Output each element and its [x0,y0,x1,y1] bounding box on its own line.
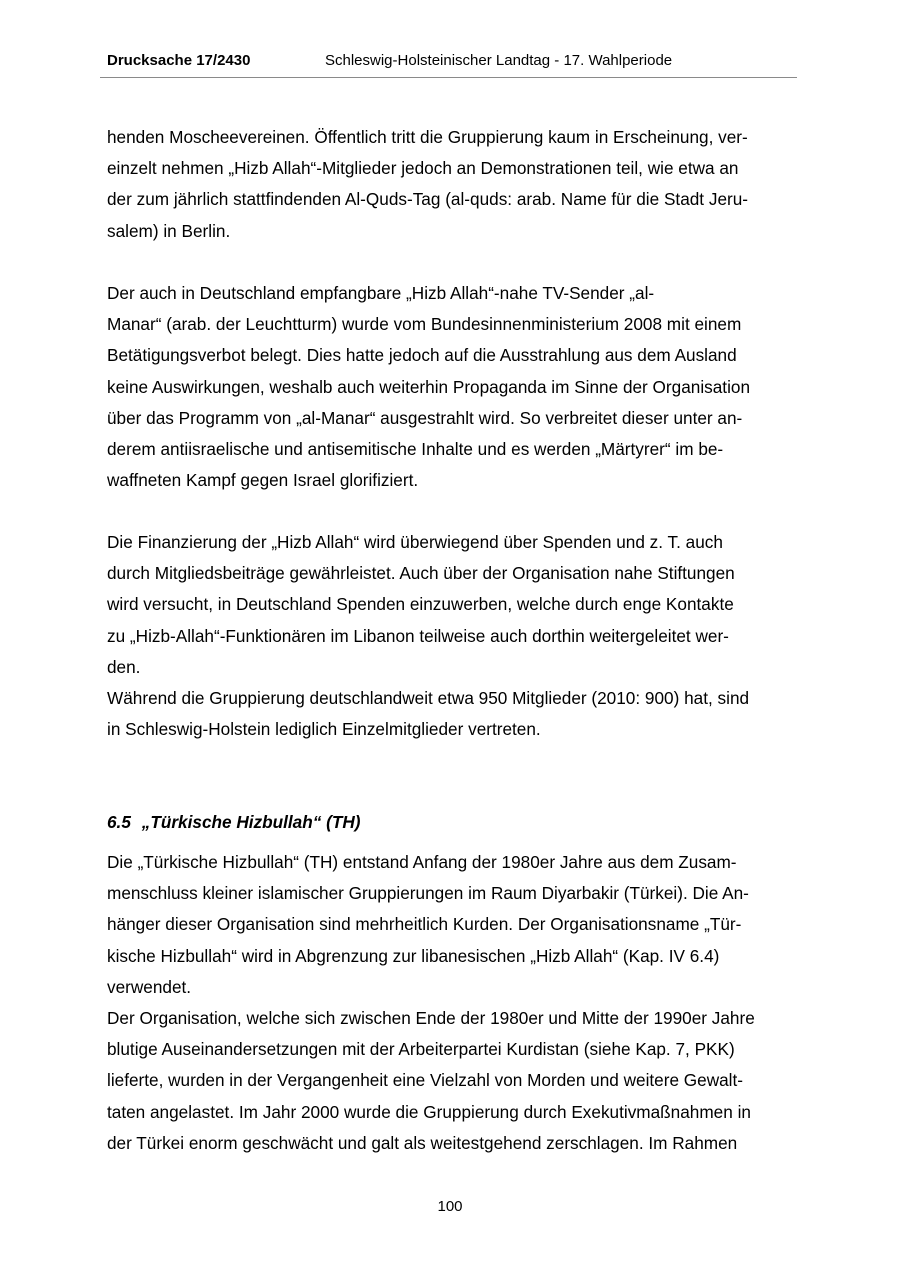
text-line: in Schleswig-Holstein lediglich Einzelmitglieder vertreten. [107,719,541,740]
text-line: taten angelastet. Im Jahr 2000 wurde die Gruppierung durch Exekutivmaßnahmen in [107,1101,751,1122]
text-line: keine Auswirkungen, weshalb auch weiterhin Propaganda im Sinne der Organisation [107,376,751,397]
text-line: der zum jährlich stattfindenden Al-Quds-Tag (al-quds: arab. Name für die Stadt Jeru- [107,189,749,210]
paragraph-al-manar [107,278,797,496]
text-line: wird versucht, in Deutschland Spenden einzuwerben, welche durch enge Kontakte [107,594,734,615]
paragraph-tuerkische-hizbullah [107,847,797,1159]
page-number: 100 [437,1198,463,1215]
text-line: salem) in Berlin. [107,220,231,241]
section-title: „Türkische Hizbullah“ (TH) [141,812,361,832]
text-line: Der Organisation, welche sich zwischen Ende der 1980er und Mitte der 1990er Jahre [107,1008,755,1029]
paragraph-finanzierung [107,527,797,745]
text-line: einzelt nehmen „Hizb Allah“-Mitglieder jedoch an Demonstrationen teil, wie etwa an [107,158,739,179]
text-line: menschluss kleiner islamischer Gruppierungen im Raum Diyarbakir (Türkei). Die An- [107,883,749,904]
text-line: über das Programm von „al-Manar“ ausgestrahlt wird. So verbreitet dieser unter an- [107,407,743,428]
text-line: lieferte, wurden in der Vergangenheit eine Vielzahl von Morden und weitere Gewalt- [107,1070,744,1091]
paragraph-moscheevereine [107,122,797,247]
text-line: waffneten Kampf gegen Israel glorifiziert. [107,470,419,491]
document-title: Schleswig-Holsteinischer Landtag - 17. Wahlperiode [325,52,673,69]
page-header [100,52,797,78]
text-line: verwendet. [107,976,192,997]
text-line: henden Moscheevereinen. Öffentlich tritt die Gruppierung kaum in Erscheinung, ver- [107,127,748,147]
text-line: zu „Hizb-Allah“-Funktionären im Libanon teilweise auch dorthin weitergeleitet wer- [107,625,729,646]
text-line: derem antiisraelische und antisemitische Inhalte und es werden „Märtyrer“ im be- [107,439,724,460]
text-line: durch Mitgliedsbeiträge gewährleistet. Auch über der Organisation nahe Stiftungen [107,563,735,584]
text-line: Betätigungsverbot belegt. Dies hatte jedoch auf die Ausstrahlung aus dem Ausland [107,345,737,366]
document-number: Drucksache 17/2430 [107,52,251,69]
text-line: Manar“ (arab. der Leuchtturm) wurde vom Bundesinnenministerium 2008 mit einem [107,314,742,335]
section-heading [107,812,360,833]
text-line: kische Hizbullah“ wird in Abgrenzung zur libanesischen „Hizb Allah“ (Kap. IV 6.4) [107,945,720,966]
section-number: 6.5 [107,812,131,832]
text-line: der Türkei enorm geschwächt und galt als weitestgehend zerschlagen. Im Rahmen [107,1132,738,1153]
text-line: Die Finanzierung der „Hizb Allah“ wird überwiegend über Spenden und z. T. auch [107,532,723,552]
text-line: Der auch in Deutschland empfangbare „Hizb Allah“-nahe TV-Sender „al- [107,283,655,303]
text-line: den. [107,656,141,677]
text-line: hänger dieser Organisation sind mehrheitlich Kurden. Der Organisationsname „Tür- [107,914,742,935]
text-line: blutige Auseinandersetzungen mit der Arbeiterpartei Kurdistan (siehe Kap. 7, PKK) [107,1039,735,1060]
text-line: Während die Gruppierung deutschlandweit etwa 950 Mitglieder (2010: 900) hat, sind [107,688,750,709]
text-line: Die „Türkische Hizbullah“ (TH) entstand Anfang der 1980er Jahre aus dem Zusam- [107,852,737,872]
